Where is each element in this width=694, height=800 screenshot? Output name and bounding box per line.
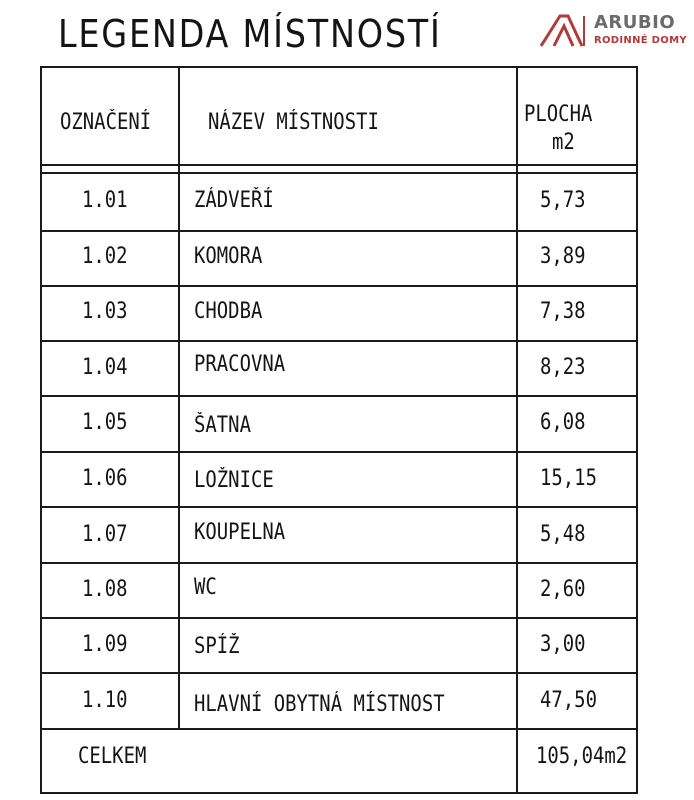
room-code: 1.05: [82, 410, 128, 435]
room-legend-table: [40, 66, 638, 794]
total-label: CELKEM: [78, 744, 147, 769]
room-name: PRACOVNA: [194, 352, 286, 377]
room-name: SPÍŽ: [194, 634, 240, 659]
header-code: OZNAČENÍ: [60, 110, 152, 135]
room-name: WC: [194, 575, 217, 600]
page-title: LEGENDA MÍSTNOSTÍ: [58, 12, 442, 56]
header-name: NÁZEV MÍSTNOSTI: [208, 110, 379, 135]
room-name: HLAVNÍ OBYTNÁ MÍSTNOST: [194, 692, 445, 717]
row-divider: [42, 230, 636, 232]
room-area: 7,38: [540, 299, 586, 324]
row-divider: [42, 285, 636, 287]
company-logo: [538, 12, 688, 52]
row-divider: [42, 395, 636, 397]
room-area: 5,73: [540, 188, 586, 213]
room-code: 1.06: [82, 466, 128, 491]
header-divider: [42, 172, 636, 174]
room-area: 3,00: [540, 632, 586, 657]
room-area: 15,15: [540, 466, 597, 491]
row-divider: [42, 506, 636, 508]
room-code: 1.04: [82, 355, 128, 380]
logo-name: ARUBIO: [594, 12, 676, 33]
total-value: 105,04m2: [536, 744, 628, 769]
room-name: CHODBA: [194, 299, 263, 324]
row-divider: [42, 617, 636, 619]
room-name: KOMORA: [194, 244, 263, 269]
room-code: 1.02: [82, 244, 128, 269]
room-name: ŠATNA: [194, 413, 251, 438]
row-divider: [42, 728, 636, 730]
room-area: 8,23: [540, 355, 586, 380]
column-divider: [516, 68, 518, 792]
header-divider: [42, 164, 636, 166]
room-code: 1.09: [82, 632, 128, 657]
row-divider: [42, 451, 636, 453]
room-area: 3,89: [540, 244, 586, 269]
room-area: 6,08: [540, 410, 586, 435]
room-code: 1.08: [82, 577, 128, 602]
room-area: 5,48: [540, 522, 586, 547]
room-code: 1.10: [82, 688, 128, 713]
header-area: PLOCHA: [524, 102, 593, 127]
row-divider: [42, 672, 636, 674]
row-divider: [42, 340, 636, 342]
column-divider: [178, 68, 180, 728]
room-code: 1.01: [82, 188, 128, 213]
room-name: ZÁDVEŘÍ: [194, 188, 274, 213]
room-code: 1.03: [82, 299, 128, 324]
row-divider: [42, 562, 636, 564]
room-name: LOŽNICE: [194, 468, 274, 493]
room-name: KOUPELNA: [194, 520, 286, 545]
room-area: 2,60: [540, 577, 586, 602]
logo-subtitle: RODINNÉ DOMY: [594, 35, 687, 46]
room-area: 47,50: [540, 688, 597, 713]
room-code: 1.07: [82, 522, 128, 547]
arubio-logo-icon: [538, 12, 588, 48]
header-area-unit: m2: [552, 130, 575, 155]
